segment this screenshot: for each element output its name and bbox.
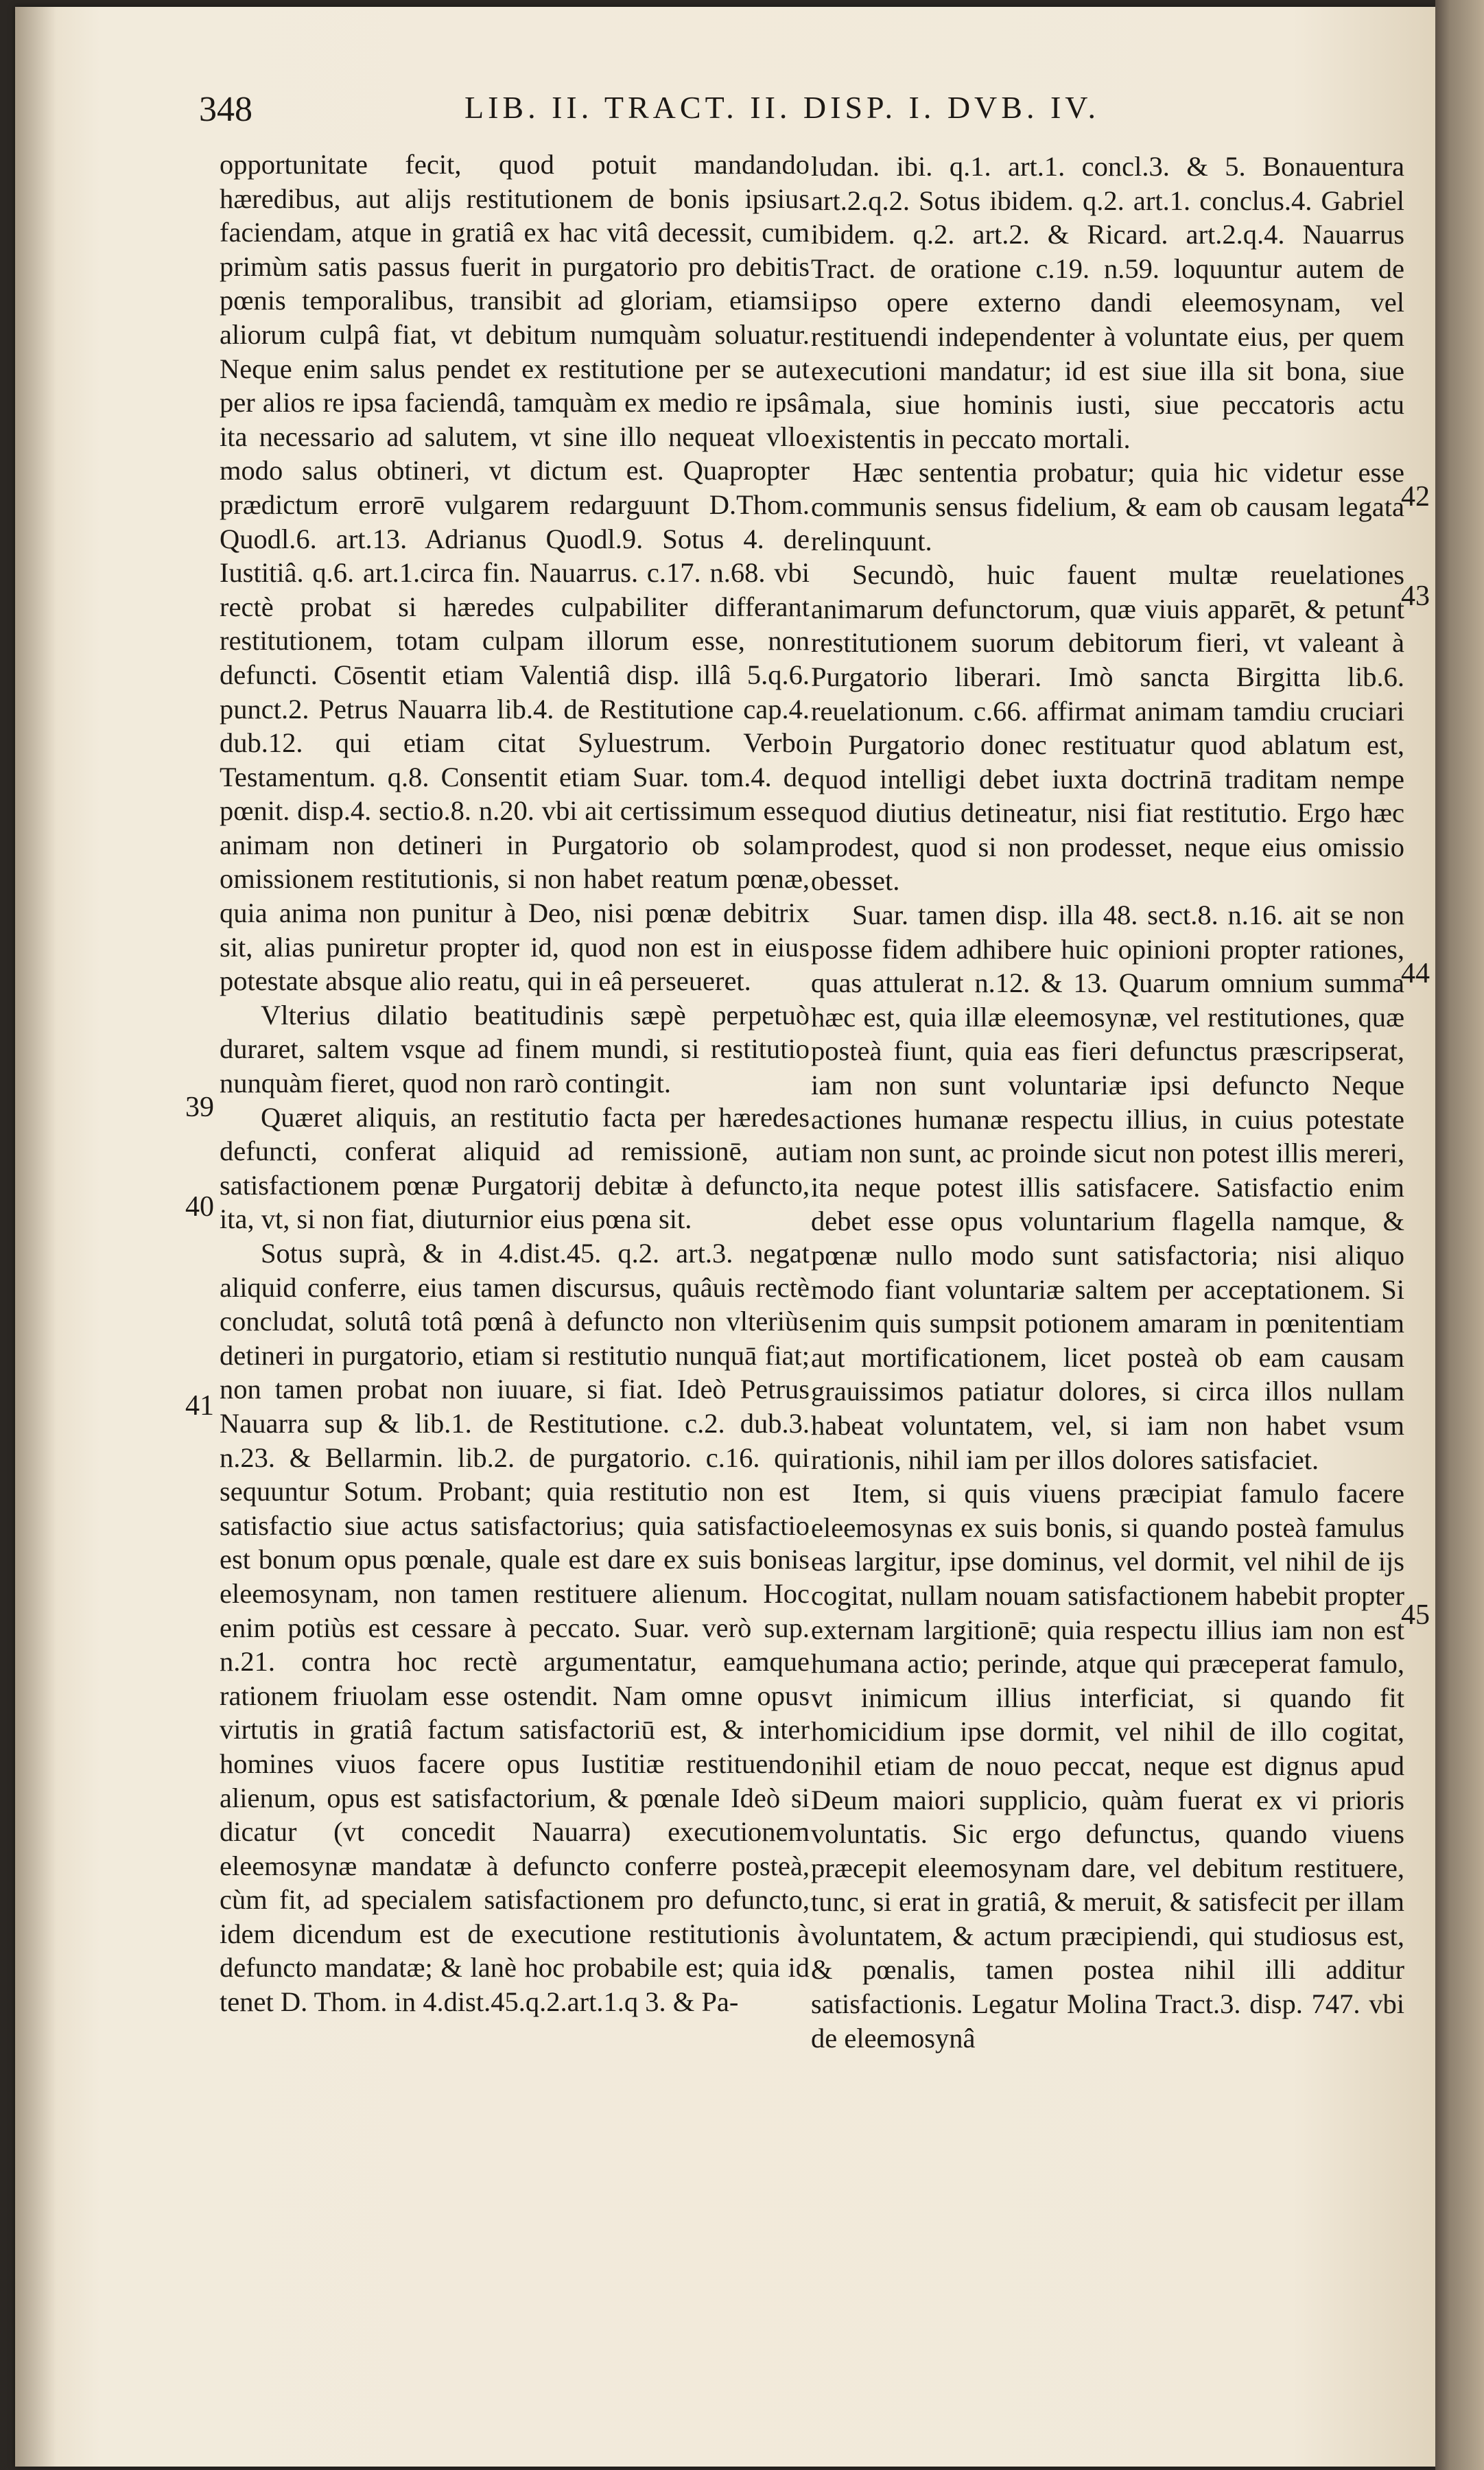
margin-number-44: 44 (1401, 958, 1430, 989)
gutter-shadow (15, 7, 56, 2467)
paragraph-42: Hæc sententia probatur; quia hic videtur esse communis sensus fidelium, & eam ob causam legata relinquunt. (811, 457, 1404, 556)
paragraph-44: Suar. tamen disp. illa 48. sect.8. n.16. ait se non posse fidem adhibere huic opinioni propter rationes, quas attulerat n.12. & 13. Quarum omnium summa hæc est, quia illæ eleemosynæ, vel restitutiones, quæ posteà fiunt, quia eas fieri defunctus præscripserat, iam non sunt voluntariæ ipsi defuncto Neque actiones humanæ respectu illius, in cuius potestate iam non sunt, ac proinde sicut non potest illis mereri, ita neque potest illis satisfacere. Satisfactio enim debet esse opus voluntarium flagella namque, & pœnæ nullo modo sunt satisfactoria; nisi aliquo modo fiant voluntariæ saltem per acceptationem. Si enim quis sumpsit potionem amaram in pœnitentiam aut mortificationem, licet posteà ob eam causam grauissimos patiatur dolores, si circa illos nullam habeat voluntatem, vel, si iam non habet vsum rationis, nihil iam per illos dolores satisfaciet. (811, 899, 1404, 1475)
book-page (15, 7, 1435, 2467)
paragraph-40: Quæret aliquis, an restitutio facta per hæredes defuncti, conferat aliquid ad remissionē, aut satisfactionem pœnæ Purgatorij debitæ à defuncto, ita, vt, si non fiat, diuturnior eius pœna sit. (220, 1101, 810, 1235)
running-head: LIB. II. TRACT. II. DISP. I. DVB. IV. (464, 90, 1100, 125)
page-header (15, 89, 1435, 151)
paragraph-39: Vlterius dilatio beatitudinis sæpè perpetuò duraret, saltem vsque ad finem mundi, si restitutio nunquàm fieret, quod non rarò contingit. (220, 999, 810, 1099)
right-paragraph-continuation: ludan. ibi. q.1. art.1. concl.3. & 5. Bonauentura art.2.q.2. Sotus ibidem. q.2. art.1. conclus.4. Gabriel ibidem. q.2. art.2. & Ricard. art.2.q.4. Nauarrus Tract. de oratione c.19. n.59. loquuntur autem de ipso opere externo dandi eleemosynam, vel restituendi independenter à voluntate eius, per quem executioni mandatur; id est siue illa sit bona, siue mala, siue hominis iusti, siue peccatoris actu existentis in peccato mortali. (811, 151, 1404, 454)
margin-number-45: 45 (1401, 1599, 1430, 1631)
page-number: 348 (199, 90, 252, 129)
left-paragraph-continuation: opportunitate fecit, quod potuit mandando hæredibus, aut alijs restitutionem de bonis ipsius faciendam, atque in gratiâ ex hac vitâ decessit, cum primùm satis passus fuerit in purgatorio pro debitis pœnis temporalibus, transibit ad gloriam, etiamsi aliorum culpâ fiat, vt debitum numquàm soluatur. Neque enim salus pendet ex restitutione per se aut per alios re ipsa faciendâ, tamquàm ex medio re ipsâ ita necessario ad salutem, vt sine illo nequeat vllo modo salus obtineri, vt dictum est. Quapropter prædictum errorē vulgarem redarguunt D.Thom. Quodl.6. art.13. Adrianus Quodl.9. Sotus 4. de Iustitiâ. q.6. art.1.circa fin. Nauarrus. c.17. n.68. vbi rectè probat si hæredes culpabiliter differant restitutionem, totam culpam illorum esse, non defuncti. Cōsentit etiam Valentiâ disp. illâ 5.q.6. punct.2. Petrus Nauarra lib.4. de Restitutione cap.4. dub.12. qui etiam citat Syluestrum. Verbo Testamentum. q.8. Consentit etiam Suar. tom.4. de pœnit. disp.4. sectio.8. n.20. vbi ait certissimum esse animam non detineri in Purgatorio ob solam omissionem restitutionis, si non habet reatum pœnæ, quia anima non punitur à Deo, nisi pœnæ debitrix sit, alias puniretur propter id, quod non est in eius potestate absque alio reatu, qui in eâ perseueret. (220, 149, 810, 997)
margin-number-39: 39 (185, 1092, 214, 1123)
right-column (811, 150, 1404, 2055)
margin-number-42: 42 (1401, 481, 1430, 513)
paragraph-43: Secundò, huic fauent multæ reuelationes animarum defunctorum, quæ viuis apparēt, & petunt restitutionem suorum debitorum fieri, vt valeant à Purgatorio liberari. Imò sancta Birgitta lib.6. reuelationum. c.66. affirmat animam tamdiu cruciari in Purgatorio donec restituatur quod ablatum est, quod intelligi debet iuxta doctrinā traditam nempe quod diutius detineatur, nisi fiat restitutio. Ergo hæc prodest, quod si non prodesset, neque eius omissio obesset. (811, 559, 1404, 897)
paragraph-41: Sotus suprà, & in 4.dist.45. q.2. art.3. negat aliquid conferre, eius tamen discursus, quâuis rectè concludat, solutâ totâ pœnâ à defuncto non vlteriùs detineri in purgatorio, etiam si restitutio nunquā fiat; non tamen probat non iuuare, si fiat. Ideò Petrus Nauarra sup & lib.1. de Restitutione. c.2. dub.3. n.23. & Bellarmin. lib.2. de purgatorio. c.16. qui sequuntur Sotum. Probant; quia restitutio non est satisfactio siue actus satisfactorius; quia satisfactio est bonum opus pœnale, quale est dare ex suis bonis eleemosynam, non tamen restituere alienum. Hoc enim potiùs est cessare à peccato. Suar. verò sup. n.21. contra hoc rectè argumentatur, eamque rationem friuolam esse ostendit. Nam omne opus virtutis in gratiâ factum satisfactoriū est, & inter homines viuos facere opus Iustitiæ restituendo alienum, opus est satisfactorium, & pœnale Ideò si dicatur (vt concedit Nauarra) executionem eleemosynæ mandatæ à defuncto conferre posteà, cùm fit, ad specialem satisfactionem pro defuncto, idem dicendum est de executione restitutionis à defuncto mandatæ; & lanè hoc probabile est; quia id tenet D. Thom. in 4.dist.45.q.2.art.1.q 3. & Pa- (220, 1238, 810, 2018)
paragraph-45: Item, si quis viuens præcipiat famulo facere eleemosynas ex suis bonis, si quando posteà famulus eas largitur, ipse dominus, vel dormit, vel nihil de ijs cogitat, nullam nouam satisfactionem habebit propter externam largitionē; quia respectu illius iam non est humana actio; perinde, atque qui præceperat famulo, vt inimicum illius interficiat, si quando fit homicidium ipse dormit, vel nihil de illo cogitat, nihil etiam de nouo peccat, neque est dignus apud Deum maiori supplicio, quàm fuerat ex vi prioris voluntatis. Sic ergo defunctus, quando viuens præcepit eleemosynam dare, vel debitum restituere, tunc, si erat in gratiâ, & meruit, & satisfecit per illam voluntatem, & actum præcipiendi, qui studiosus est, & pœnalis, tamen postea nihil illi additur satisfactionis. Legatur Molina Tract.3. disp. 747. vbi de eleemosynâ (811, 1478, 1404, 2054)
left-column (220, 148, 810, 2019)
margin-number-41: 41 (185, 1390, 214, 1422)
adjacent-page-edge (1435, 0, 1484, 2470)
margin-number-43: 43 (1401, 580, 1430, 612)
margin-number-40: 40 (185, 1191, 214, 1223)
